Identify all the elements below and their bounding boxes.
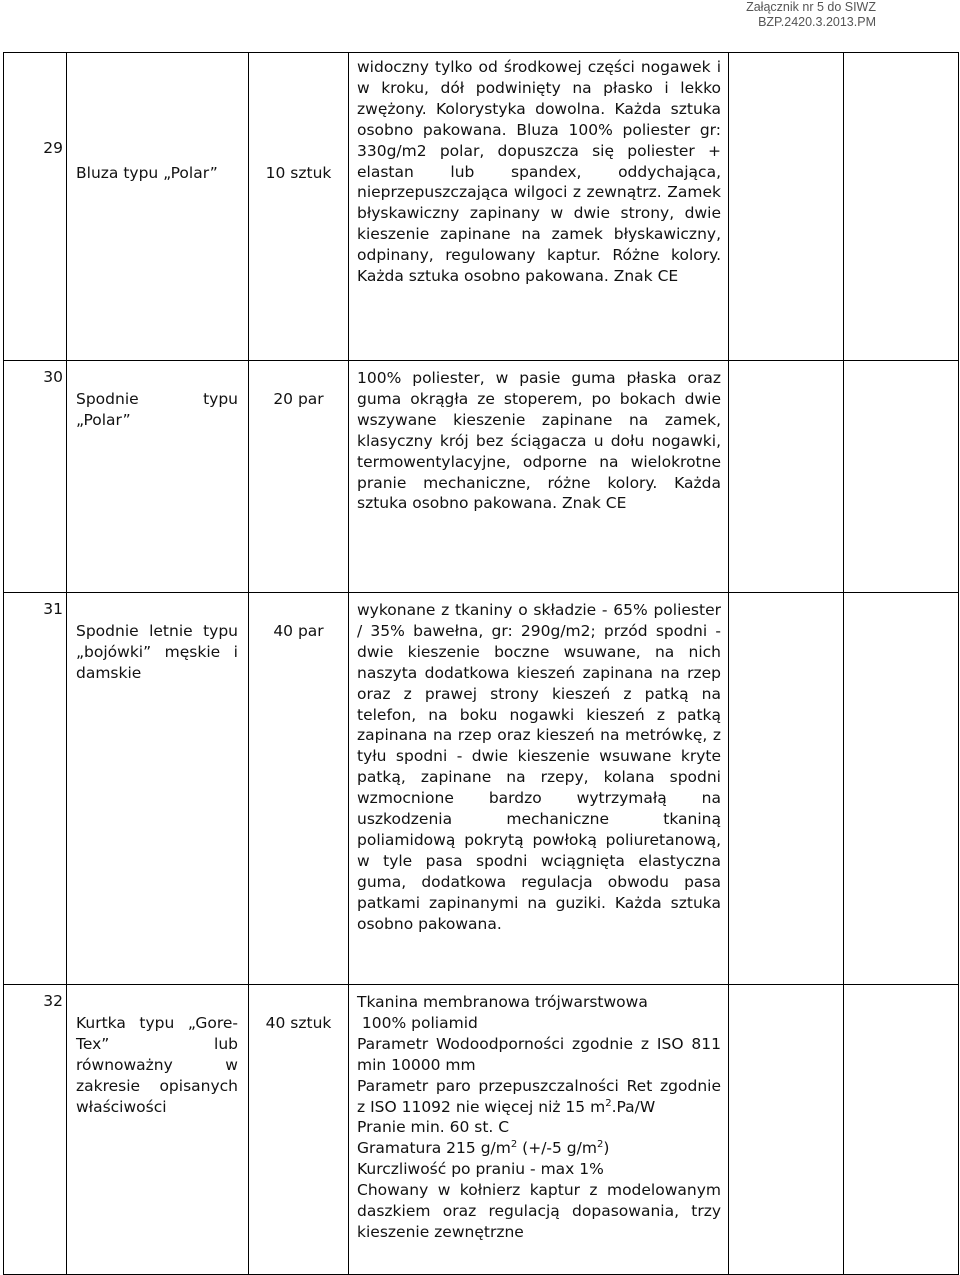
- table-row: [4, 361, 959, 593]
- quantity-cell: [249, 985, 349, 1275]
- description-cell: [349, 361, 729, 593]
- empty-cell: [729, 361, 844, 593]
- desc-text: Gramatura 215 g/m: [357, 1139, 511, 1158]
- desc-line: [357, 1076, 721, 1118]
- item-name-cell: [67, 53, 249, 361]
- row-number-cell: [4, 361, 67, 593]
- row-number-cell: [4, 593, 67, 985]
- table-row: [4, 985, 959, 1275]
- desc-line: Chowany w kołnierz kaptur z modelowanym daszkiem oraz regulacją dopasowania, trzy kieszenie zewnętrzne: [357, 1181, 721, 1241]
- quantity-cell: [249, 53, 349, 361]
- row-number: 31: [43, 600, 63, 618]
- quantity-cell: [249, 361, 349, 593]
- superscript: 2: [605, 1097, 612, 1109]
- quantity-cell: [249, 593, 349, 985]
- row-number: 30: [43, 368, 63, 386]
- item-name-cell: [67, 985, 249, 1275]
- item-description: widoczny tylko od środkowej części nogawek i w kroku, dół podwinięty na płasko i lekko zwężony. Kolorystyka dowolna. Każda sztuka osobno pakowana. Bluza 100% poliester gr: 330g/m2 polar, dopuszcza się poliester + elastan lub spandex, oddychająca, nieprzepuszczająca wilgoci z zewnątrz. Zamek błyskawiczny zapinany w dwie strony, dwie kieszenie zapinane na zamek błyskawiczny, odpinany, regulowany kaptur. Różne kolory. Każda sztuka osobno pakowana. Znak CE: [357, 58, 721, 286]
- item-name: Bluza typu „Polar”: [76, 164, 218, 182]
- item-description: 100% poliester, w pasie guma płaska oraz guma okrągła ze stoperem, po bokach dwie wszywane kieszenie zapinane na zamek, klasyczny krój bez ściągacza u dołu nogawki, termowentylacyjne, odporne na wielokrotne pranie mechaniczne, różne kolory. Każda sztuka osobno pakowana. Znak CE: [357, 369, 721, 513]
- desc-line: Kurczliwość po praniu - max 1%: [357, 1160, 604, 1179]
- desc-line: Tkanina membranowa trójwarstwowa: [357, 993, 648, 1011]
- description-cell: [349, 593, 729, 985]
- desc-text: Parametr paro przepuszczalności Ret zgodnie z ISO 11092 nie więcej niż 15 m: [357, 1076, 721, 1116]
- item-name-cell: [67, 593, 249, 985]
- item-quantity: 20 par: [273, 390, 324, 408]
- desc-line: Pranie min. 60 st. C: [357, 1118, 510, 1137]
- description-cell: [349, 985, 729, 1275]
- item-name-cell: [67, 361, 249, 593]
- item-quantity: 40 par: [273, 622, 324, 640]
- item-name: Kurtka typu „Gore-Tex” lub równoważny w zakresie opisanych właściwości: [76, 1014, 238, 1116]
- superscript: 2: [596, 1139, 604, 1151]
- item-description: wykonane z tkaniny o składzie - 65% poliester / 35% bawełna, gr: 290g/m2; przód spodni - dwie kieszenie boczne wsuwane, na nich naszyta dodatkowa kieszeń zapinana na rzep oraz z prawej strony kieszeń z patką na telefon, na boku nogawki kieszeń z patką zapinana na rzep oraz kieszeń na metrówkę, z tyłu spodni - dwie kieszenie wsuwane kryte patką, zapinane na rzepy, kolana spodni wzmocnione bardzo wytrzymałą na uszkodzenia mechaniczne tkaniną poliamidową pokrytą powłoką poliuretanową, w tyle pasa spodni wciągnięta elastyczna guma, dodatkowa regulacja obwodu pasa patkami zapinanymi na guziki. Każda sztuka osobno pakowana.: [357, 601, 721, 933]
- item-name: Spodnie letnie typu „bojówki” męskie i damskie: [76, 622, 238, 682]
- specification-table: [3, 52, 959, 1275]
- empty-cell: [844, 361, 959, 593]
- row-number: 32: [43, 992, 63, 1010]
- row-number: 29: [43, 139, 63, 157]
- empty-cell: [844, 53, 959, 361]
- superscript: 2: [510, 1139, 518, 1151]
- row-number-cell: [4, 53, 67, 361]
- document-header: [676, 0, 876, 30]
- reference-number: BZP.2420.3.2013.PM: [758, 15, 876, 29]
- row-number-cell: [4, 985, 67, 1275]
- attachment-label: Załącznik nr 5 do SIWZ: [746, 0, 876, 14]
- empty-cell: [844, 985, 959, 1275]
- desc-line: [357, 1138, 721, 1159]
- table-row: [4, 593, 959, 985]
- table-row: [4, 53, 959, 361]
- item-quantity: 40 sztuk: [265, 1014, 332, 1032]
- desc-text: .Pa/W: [611, 1097, 656, 1116]
- item-quantity: 10 sztuk: [265, 164, 332, 182]
- desc-text: ): [603, 1139, 610, 1158]
- empty-cell: [729, 53, 844, 361]
- description-cell: [349, 53, 729, 361]
- empty-cell: [729, 985, 844, 1275]
- item-name: Spodnie typu „Polar”: [76, 390, 238, 429]
- desc-line: 100% poliamid: [357, 1013, 478, 1032]
- desc-text: (+/-5 g/m: [517, 1139, 597, 1158]
- empty-cell: [844, 593, 959, 985]
- empty-cell: [729, 593, 844, 985]
- desc-line: Parametr Wodoodporności zgodnie z ISO 811 min 10000 mm: [357, 1034, 721, 1074]
